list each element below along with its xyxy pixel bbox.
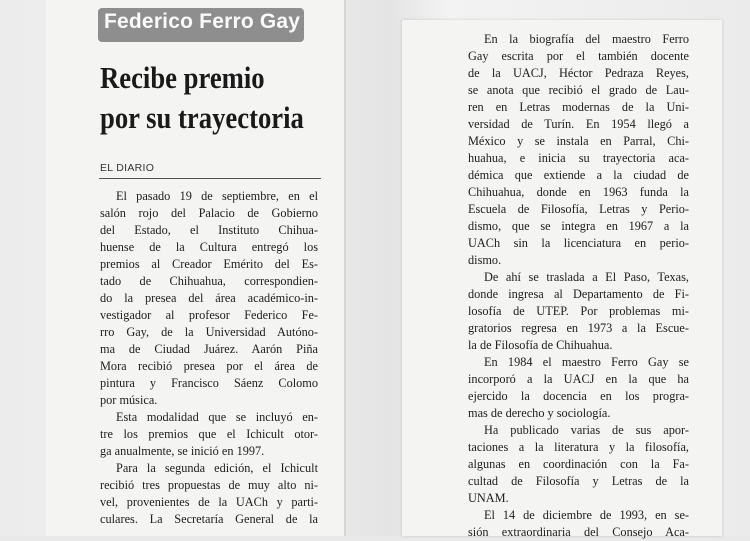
right-column-line: la de Filosofía de Chihuahua.: [468, 338, 613, 352]
right-column-line: El 14 de diciembre de 1993, en se-: [484, 508, 689, 522]
right-column-line: cultad de Filosofía y Letras de la: [468, 474, 689, 488]
left-column-line: Para la segunda edición, el Ichicult: [116, 461, 318, 475]
right-column-line: dismo, que se integra en 1967 a la: [468, 219, 689, 233]
right-column-line: UACh sin la licenciatura en perio-: [468, 236, 689, 250]
left-column-line: culares. La Secretaría General de la: [100, 512, 318, 526]
right-column-line: Gay escrita por el también docente: [468, 49, 689, 63]
right-column-line: démica que extiende a la ciudad de: [468, 168, 689, 182]
right-column-line: incorporó a la UACJ en la que ha: [468, 372, 689, 386]
right-column-line: algunas en coordinación con la Fa-: [468, 457, 689, 471]
right-column-line: donde ingresa al Departamento de Fi-: [468, 287, 689, 301]
right-column-line: México y se instala en Parral, Chi-: [468, 134, 689, 148]
left-column-line: huense de la Cultura entregó los: [100, 240, 318, 254]
left-column-line: rro Gay, de la Universidad Autóno-: [100, 325, 318, 339]
right-column-line: gratorios regresa en 1973 a la Escue-: [468, 321, 689, 335]
right-column-line: Chihuahua, donde en 1963 funda la: [468, 185, 689, 199]
right-column-line: dismo.: [468, 253, 502, 267]
right-text-column: [468, 31, 689, 541]
article-headline: [100, 58, 304, 138]
right-column-line: taciones a la literatura y la filosofía,: [468, 440, 689, 454]
headline-line-2: por su trayectoria: [100, 100, 304, 135]
right-column-line: Ha publicado varias de sus apor-: [484, 423, 689, 437]
right-column-line: losofía de UTEP. Por problemas mi-: [468, 304, 689, 318]
byline: EL DIARIO: [100, 162, 155, 174]
page-fold: [344, 0, 346, 536]
right-column-line: se anota que recibió el grado de Lau-: [468, 83, 689, 97]
left-column-line: Esta modalidad que se incluyó en-: [116, 410, 318, 424]
byline-divider: [99, 178, 321, 179]
left-column-line: ma de Ciudad Juárez. Aarón Piña: [100, 342, 318, 356]
banner-name: Federico Ferro Gay: [104, 10, 301, 33]
right-column-line: UNAM.: [468, 491, 509, 505]
right-column-line: En la biografía del maestro Ferro: [484, 32, 689, 46]
left-column-line: Mora recibió presea por el área de: [100, 359, 318, 373]
left-column-line: salón rojo del Palacio de Gobierno: [100, 206, 318, 220]
left-column-line: vel, provenientes de la UACh y parti-: [100, 495, 318, 509]
left-text-column: [100, 188, 318, 528]
left-column-line: pintura y Francisco Sáenz Colomo: [100, 376, 318, 390]
left-column-line: recibió tres propuestas de muy alto ni-: [100, 478, 318, 492]
left-column-line: do la presea del área académico-in-: [100, 291, 318, 305]
left-column-line: premios al Creador Emérito del Es-: [100, 257, 318, 271]
right-column-line: De ahí se traslada a El Paso, Texas,: [484, 270, 689, 284]
left-column-line: El pasado 19 de septiembre, en el: [116, 189, 318, 203]
left-column-line: por música.: [100, 393, 158, 407]
right-column-line: mas de derecho y sociología.: [468, 406, 611, 420]
right-column-line: En 1984 el maestro Ferro Gay se: [484, 355, 689, 369]
left-column-line: tre los premios que el Ichicult otor-: [100, 427, 318, 441]
right-column-line: huahua, e inicia su trayectoria aca-: [468, 151, 689, 165]
left-column-line: del Estado, el Instituto Chihua-: [100, 223, 318, 237]
left-column-line: vestigador al profesor Federico Fe-: [100, 308, 318, 322]
right-column-line: Escuela de Filosofía, Letras y Perio-: [468, 202, 689, 216]
right-column-line: de la UACJ, Héctor Pedraza Reyes,: [468, 66, 689, 80]
left-column-line: tado de Chihuahua, correspondien-: [100, 274, 318, 288]
right-column-line: ejercido la docencia en los progra-: [468, 389, 689, 403]
left-column-line: ga anualmente, se inició en 1997.: [100, 444, 265, 458]
right-column-line: ren en Letras modernas de la Uni-: [468, 100, 689, 114]
headline-line-1: Recibe premio: [100, 60, 265, 95]
right-column-line: sión extraordinaria del Consejo Aca-: [468, 525, 689, 539]
right-column-line: versidad de Turín. En 1954 llegó a: [468, 117, 689, 131]
